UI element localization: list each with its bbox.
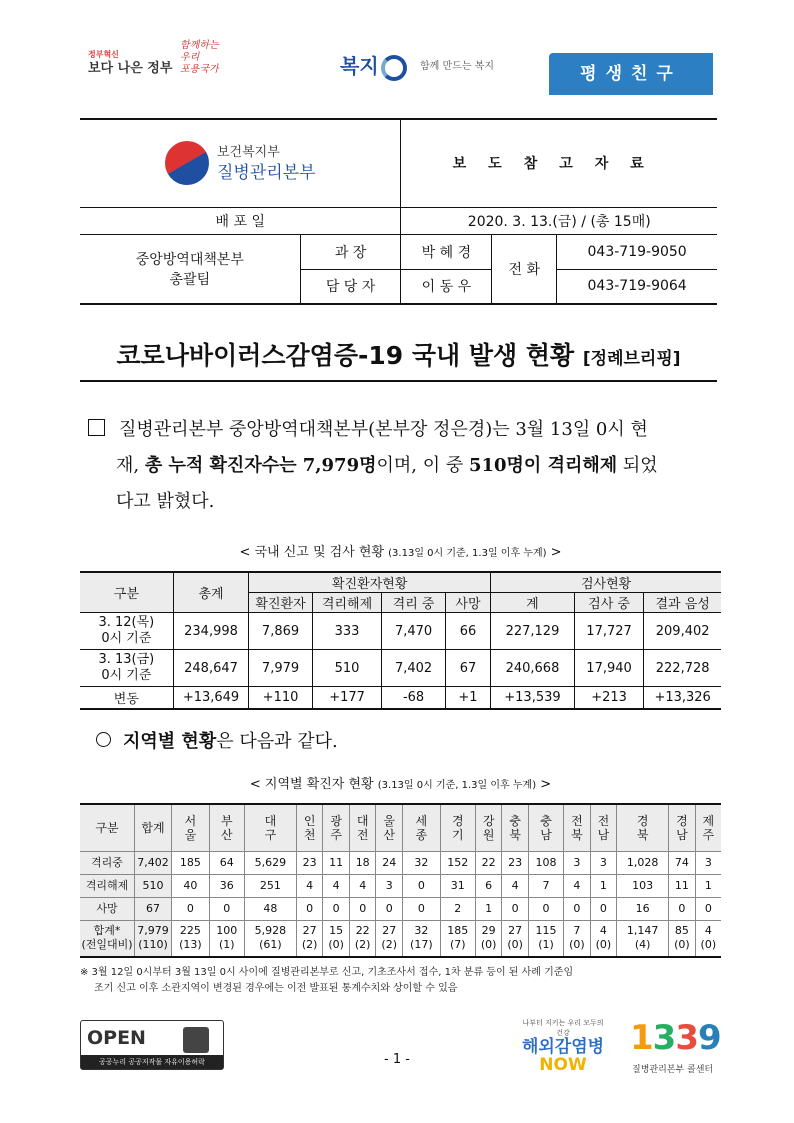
col-header — [376, 804, 403, 852]
cell: -68 — [382, 687, 445, 709]
org-logo-cell — [80, 119, 401, 207]
attribution-icon — [183, 1027, 209, 1053]
cell: 333 — [312, 613, 382, 650]
bokji-logo — [340, 50, 407, 81]
region-char: 대 — [264, 814, 277, 828]
cell: 4 — [564, 875, 591, 898]
cell: 0 — [296, 898, 323, 921]
cell: 1,028 — [617, 852, 669, 875]
row-label — [80, 613, 173, 650]
cell — [590, 921, 617, 957]
region-char: 전 — [597, 814, 610, 828]
checkbox-bullet-icon — [88, 419, 105, 436]
cell — [440, 921, 475, 957]
dist-value: 2020. 3. 13.(금) / (총 15매) — [401, 207, 717, 234]
cell: 185 — [172, 852, 210, 875]
cell: 32 — [402, 852, 440, 875]
sum-value: 4 — [704, 924, 712, 938]
cell: 48 — [244, 898, 296, 921]
table-row — [80, 898, 721, 921]
logo2-line: 포용국가 — [180, 64, 219, 75]
dept-cell — [80, 234, 300, 304]
diff-value: (17) — [410, 938, 433, 952]
cell: 0 — [172, 898, 210, 921]
cell: +13,649 — [173, 687, 249, 709]
caption-small: (3.13일 0시 기준, 1.3일 이후 누계) — [377, 780, 537, 791]
diff-value: (13) — [179, 938, 202, 952]
cell — [564, 921, 591, 957]
region-char: 원 — [482, 828, 495, 842]
region-char: 인 — [303, 814, 316, 828]
diff-value: (0) — [700, 938, 717, 952]
region-char: 구 — [264, 828, 277, 842]
row-label: 사망 — [80, 898, 135, 921]
row-label — [80, 921, 135, 957]
name-director: 박 혜 경 — [401, 234, 492, 269]
region-char: 전 — [571, 814, 583, 828]
cell: 64 — [209, 852, 244, 875]
sum-value: 7,979 — [137, 924, 169, 938]
cell — [475, 921, 502, 957]
col-group-header: 검사현황 — [491, 572, 721, 593]
para-text: 이며, 이 중 — [376, 455, 469, 476]
col-header: 총계 — [173, 572, 249, 613]
col-header: 구분 — [80, 804, 135, 852]
sum-value: 27 — [302, 924, 317, 938]
cell: 240,668 — [491, 650, 575, 687]
open-text: OPEN — [87, 1027, 146, 1049]
cell — [323, 921, 350, 957]
summary-paragraph — [88, 412, 718, 520]
phone-director: 043-719-9050 — [557, 234, 717, 269]
cell: 234,998 — [173, 613, 249, 650]
doc-title: 보도참고자료 — [401, 119, 717, 207]
cell: 227,129 — [491, 613, 575, 650]
sum-value: 29 — [481, 924, 496, 938]
digit: 3 — [652, 1018, 676, 1058]
cell: 103 — [617, 875, 669, 898]
row-label: 격리해제 — [80, 875, 135, 898]
cell: +13,326 — [644, 687, 721, 709]
col-header: 격리 중 — [382, 593, 445, 613]
region-char: 종 — [415, 828, 428, 842]
row-label-date: 3. 13(금) — [98, 652, 155, 667]
cell: 3 — [376, 875, 403, 898]
test-status-table — [80, 571, 721, 710]
table-row — [80, 650, 721, 687]
diff-value: (0) — [328, 938, 344, 952]
cell — [669, 921, 696, 957]
table-row — [80, 613, 721, 650]
cell — [209, 921, 244, 957]
region-char: 북 — [509, 828, 521, 842]
caption-text: > — [536, 777, 552, 792]
cell: 7,402 — [135, 852, 172, 875]
cell: 23 — [296, 852, 323, 875]
region-char: 경 — [451, 814, 464, 828]
table1-caption — [80, 541, 721, 560]
circle-bullet-icon — [96, 732, 111, 747]
taegeuk-icon — [157, 133, 217, 193]
cell: 0 — [402, 875, 440, 898]
caption-text: < 국내 신고 및 검사 현황 — [239, 545, 389, 560]
sum-value: 225 — [179, 924, 201, 938]
region-char: 북 — [636, 828, 649, 842]
cell — [617, 921, 669, 957]
cell: 0 — [402, 898, 440, 921]
name-staff: 이 동 우 — [401, 269, 492, 304]
region-char: 대 — [356, 814, 369, 828]
caption-text: > — [546, 545, 562, 560]
cell: 510 — [312, 650, 382, 687]
region-char: 주 — [702, 828, 715, 842]
phone-label: 전 화 — [492, 234, 557, 304]
region-char: 천 — [303, 828, 316, 842]
col-header — [209, 804, 244, 852]
dept-name: 중앙방역대책본부 — [135, 251, 244, 268]
dist-label: 배 포 일 — [80, 207, 401, 234]
row-label-time: 0시 기준 — [101, 631, 152, 646]
cell: 31 — [440, 875, 475, 898]
cell: 4 — [323, 875, 350, 898]
cell — [349, 921, 376, 957]
org-top-text: 보건복지부 — [216, 145, 280, 161]
cell: +110 — [249, 687, 312, 709]
row-label-date: 3. 12(목) — [98, 615, 155, 630]
region-char: 경 — [676, 814, 688, 828]
regional-subheading — [96, 727, 338, 753]
cell: 0 — [323, 898, 350, 921]
sum-value: 5,928 — [254, 924, 287, 938]
para-line: 다고 밝혔다. — [116, 491, 215, 512]
col-header: 격리해제 — [312, 593, 382, 613]
main-title — [80, 336, 717, 372]
footnote-line: 조기 신고 이후 소관지역이 변경된 경우에는 이전 발표된 통계수치와 상이할 수 있음 — [94, 983, 458, 994]
diff-value: (2) — [301, 938, 318, 952]
col-header — [528, 804, 563, 852]
col-header — [349, 804, 376, 852]
table-row — [80, 852, 721, 875]
cell: 4 — [502, 875, 529, 898]
digit: 1 — [630, 1018, 653, 1058]
cell: 152 — [440, 852, 475, 875]
cell: 108 — [528, 852, 563, 875]
cell: 7,402 — [382, 650, 445, 687]
region-char: 산 — [383, 828, 396, 842]
bokji-circle-icon — [381, 55, 407, 81]
sum-value: 7 — [573, 924, 581, 938]
cell — [376, 921, 403, 957]
region-char: 전 — [356, 828, 369, 842]
col-header — [440, 804, 475, 852]
cell: +1 — [445, 687, 490, 709]
region-char: 남 — [676, 828, 688, 842]
sum-value: 15 — [329, 924, 344, 938]
cell — [172, 921, 210, 957]
col-header — [564, 804, 591, 852]
logo2-line: 우리 — [180, 52, 200, 63]
role-director: 과 장 — [300, 234, 401, 269]
subheading-rest: 은 다음과 같다. — [216, 731, 338, 752]
overseas-disease-logo — [520, 1018, 606, 1074]
para-text: 되었 — [617, 455, 658, 476]
role-staff: 담 당 자 — [300, 269, 401, 304]
cell — [296, 921, 323, 957]
cell: +213 — [574, 687, 644, 709]
sum-value: 85 — [674, 924, 689, 938]
region-char: 제 — [702, 814, 715, 828]
cell: 222,728 — [644, 650, 721, 687]
col-header — [475, 804, 502, 852]
cell: 1 — [590, 875, 617, 898]
col-header — [244, 804, 296, 852]
col-header: 사망 — [445, 593, 490, 613]
haeoe-main: 해외감염병 — [521, 1037, 605, 1057]
lifelong-friend-tag: 평생친구 — [549, 53, 713, 95]
cell: 7,869 — [249, 613, 312, 650]
sum-value: 32 — [414, 924, 429, 938]
region-char: 주 — [330, 828, 342, 842]
diff-value: (1) — [219, 938, 235, 952]
cell: 0 — [669, 898, 696, 921]
gov-innovation-logo — [88, 48, 172, 76]
col-header — [695, 804, 721, 852]
region-char: 울 — [184, 828, 197, 842]
cell: 0 — [349, 898, 376, 921]
region-char: 남 — [597, 828, 610, 842]
diff-value: (0) — [569, 938, 585, 952]
cell: 36 — [209, 875, 244, 898]
row-label — [80, 650, 173, 687]
region-char: 경 — [636, 814, 649, 828]
region-char: 기 — [451, 828, 464, 842]
para-bold: 510명이 격리해제 — [468, 455, 618, 476]
cell: 0 — [502, 898, 529, 921]
diff-value: (61) — [259, 938, 282, 952]
digit: 9 — [698, 1018, 721, 1058]
region-char: 울 — [383, 814, 396, 828]
region-char: 강 — [482, 814, 495, 828]
diff-value: (1) — [538, 938, 554, 952]
table-row — [80, 921, 721, 957]
cell: 7 — [528, 875, 563, 898]
col-header — [502, 804, 529, 852]
title-main: 코로나바이러스감염증-19 국내 발생 현황 — [116, 341, 575, 370]
cell — [135, 921, 172, 957]
page-number: - 1 - — [384, 1052, 410, 1067]
row-label: 격리중 — [80, 852, 135, 875]
cell: 24 — [376, 852, 403, 875]
cell: 1 — [475, 898, 502, 921]
region-char: 산 — [221, 828, 233, 842]
subheading-bold: 지역별 현황 — [123, 731, 217, 752]
cell: 6 — [475, 875, 502, 898]
region-char: 충 — [509, 814, 521, 828]
cell: 1 — [695, 875, 721, 898]
cell: 66 — [445, 613, 490, 650]
row-label-time: 0시 기준 — [101, 668, 152, 683]
cell: 23 — [502, 852, 529, 875]
col-header — [402, 804, 440, 852]
cell: 74 — [669, 852, 696, 875]
cell: 67 — [445, 650, 490, 687]
col-header — [172, 804, 210, 852]
cell: 209,402 — [644, 613, 721, 650]
sum-value: 22 — [355, 924, 370, 938]
cell: 17,727 — [574, 613, 644, 650]
table-row — [80, 687, 721, 709]
region-char: 북 — [571, 828, 583, 842]
callcenter-label: 질병관리본부 콜센터 — [632, 1065, 714, 1075]
team-name: 총괄팀 — [169, 271, 211, 288]
cell: 0 — [695, 898, 721, 921]
cell: 0 — [209, 898, 244, 921]
col-header — [323, 804, 350, 852]
col-header — [617, 804, 669, 852]
para-bold: 총 누적 확진자수는 7,979명 — [144, 455, 377, 476]
sum-value: 4 — [599, 924, 607, 938]
haeoe-now: NOW — [539, 1055, 587, 1075]
cell — [528, 921, 563, 957]
press-header-table — [80, 118, 717, 305]
cell: +13,539 — [491, 687, 575, 709]
row-label-line: 합계* — [93, 924, 121, 938]
cell: 248,647 — [173, 650, 249, 687]
footnote — [80, 965, 573, 997]
diff-value: (0) — [595, 938, 612, 952]
logo2-line: 함께하는 — [180, 40, 219, 51]
cell: 0 — [564, 898, 591, 921]
org-name: 질병관리본부 — [216, 163, 316, 184]
callcenter-1339-logo — [630, 1018, 721, 1058]
cell: +177 — [312, 687, 382, 709]
cell: 510 — [135, 875, 172, 898]
cell: 7,470 — [382, 613, 445, 650]
diff-value: (7) — [449, 938, 466, 952]
cell: 4 — [296, 875, 323, 898]
region-char: 남 — [540, 828, 552, 842]
sum-value: 185 — [447, 924, 469, 938]
title-sub: [정례브리핑] — [582, 349, 681, 369]
cell — [695, 921, 721, 957]
sum-value: 27 — [508, 924, 523, 938]
region-char: 서 — [184, 814, 197, 828]
haeoe-tagline: 나부터 지키는 우리 모두의 건강 — [522, 1019, 604, 1037]
cell — [502, 921, 529, 957]
diff-value: (2) — [354, 938, 371, 952]
logo-main-text: 보다 나은 정부 — [88, 61, 173, 76]
cell: 251 — [244, 875, 296, 898]
cell: 11 — [669, 875, 696, 898]
cell: 40 — [172, 875, 210, 898]
table2-caption — [80, 773, 721, 792]
diff-value: (0) — [674, 938, 690, 952]
sum-value: 115 — [535, 924, 557, 938]
cell: 67 — [135, 898, 172, 921]
cell: 5,629 — [244, 852, 296, 875]
diff-value: (0) — [507, 938, 523, 952]
col-header: 검사 중 — [574, 593, 644, 613]
cell: 3 — [590, 852, 617, 875]
para-text: 재, — [116, 455, 145, 476]
region-char: 부 — [221, 814, 233, 828]
para-line: 질병관리본부 중앙방역대책본부(본부장 정은경)는 3월 13일 0시 현 — [119, 419, 648, 440]
cell: 11 — [323, 852, 350, 875]
region-char: 충 — [540, 814, 552, 828]
regional-table — [80, 803, 721, 958]
cell: 17,940 — [574, 650, 644, 687]
bokji-text: 복지 — [340, 54, 379, 78]
col-header: 합계 — [135, 804, 172, 852]
cell: 0 — [528, 898, 563, 921]
caption-text: < 지역별 확진자 현황 — [249, 777, 378, 792]
phone-staff: 043-719-9064 — [557, 269, 717, 304]
title-divider — [80, 380, 717, 382]
col-header: 계 — [491, 593, 575, 613]
col-header: 확진환자 — [249, 593, 312, 613]
digit: 3 — [675, 1018, 699, 1058]
logo-small-text: 정부혁신 — [88, 50, 119, 59]
sum-value: 1,147 — [626, 924, 659, 938]
cell: 0 — [376, 898, 403, 921]
diff-value: (4) — [634, 938, 651, 952]
row-label: 변동 — [80, 687, 173, 709]
cell: 22 — [475, 852, 502, 875]
table-row — [80, 875, 721, 898]
region-char: 세 — [415, 814, 428, 828]
open-bar-text: 공공누리 공공저작물 자유이용허락 — [81, 1055, 223, 1069]
bokji-slogan: 함께 만드는 복지 — [420, 61, 494, 72]
cell: 3 — [695, 852, 721, 875]
inclusive-nation-logo — [180, 40, 219, 76]
cell: 3 — [564, 852, 591, 875]
cell: 16 — [617, 898, 669, 921]
cell — [244, 921, 296, 957]
cell: 7,979 — [249, 650, 312, 687]
col-header: 결과 음성 — [644, 593, 721, 613]
col-header — [590, 804, 617, 852]
col-group-header: 확진환자현황 — [249, 572, 491, 593]
diff-value: (2) — [381, 938, 398, 952]
caption-small: (3.13일 0시 기준, 1.3일 이후 누계) — [388, 548, 547, 559]
footnote-line: ※ 3월 12일 0시부터 3월 13일 0시 사이에 질병관리본부로 신고, 기초조사서 접수, 1차 분류 등이 된 사례 기준임 — [80, 967, 574, 978]
region-char: 광 — [330, 814, 342, 828]
row-label-line: (전일대비) — [81, 938, 133, 952]
sum-value: 100 — [216, 924, 238, 938]
col-header: 구분 — [80, 572, 173, 613]
diff-value: (0) — [480, 938, 497, 952]
sum-value: 27 — [382, 924, 397, 938]
col-header — [296, 804, 323, 852]
cell: 0 — [590, 898, 617, 921]
diff-value: (110) — [138, 938, 168, 952]
cell: 2 — [440, 898, 475, 921]
cell: 18 — [349, 852, 376, 875]
cell — [402, 921, 440, 957]
cell: 4 — [349, 875, 376, 898]
col-header — [669, 804, 696, 852]
